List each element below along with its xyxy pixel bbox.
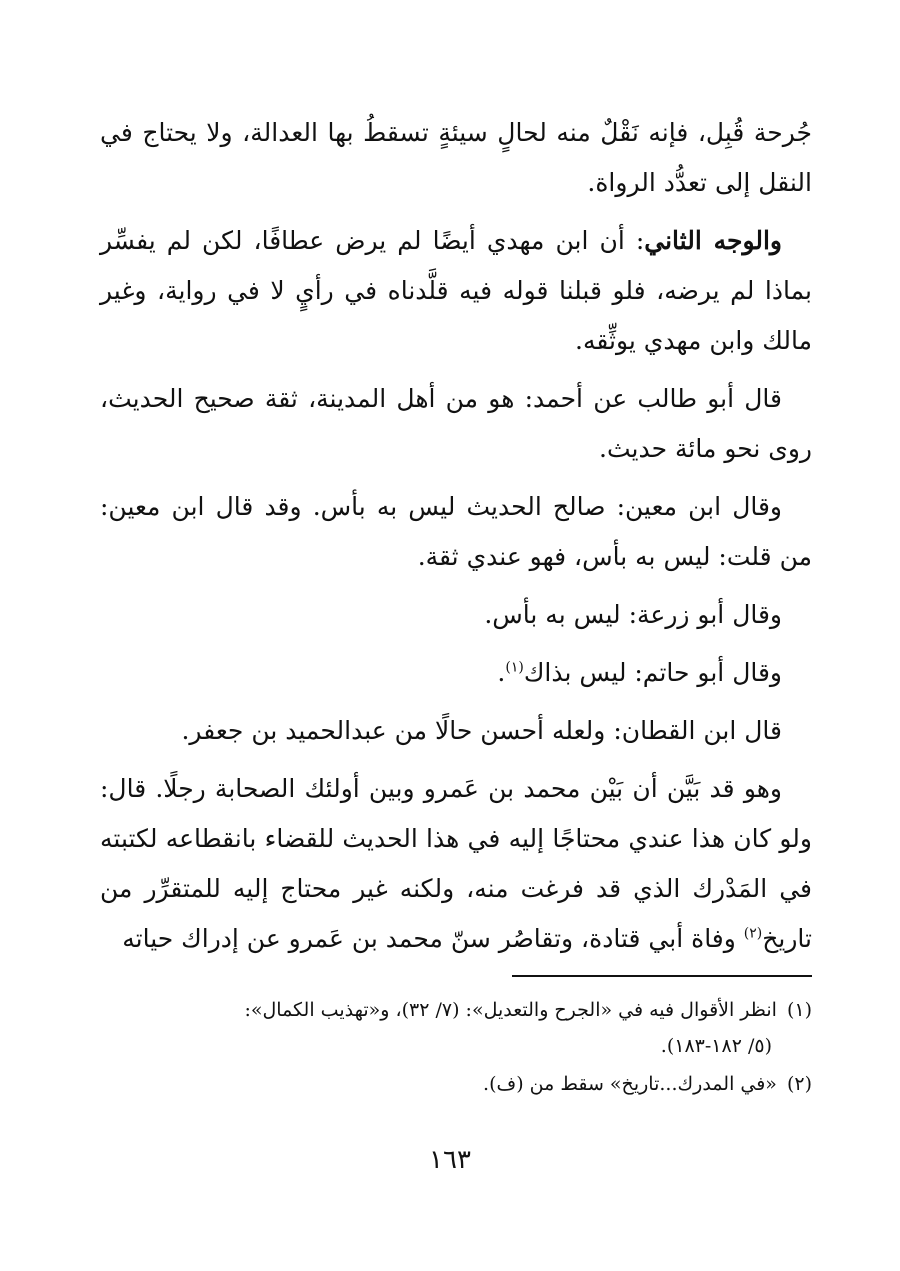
paragraph-6	[100, 648, 812, 698]
paragraph-6-text: وقال أبو حاتم: ليس بذاك	[523, 658, 782, 687]
footnote-1-text: انظر الأقوال فيه في «الجرح والتعديل»: (٧/ ٣٢)، و«تهذيب الكمال»:	[244, 999, 777, 1021]
footnote-ref-2[interactable]: (٢)	[743, 925, 763, 942]
footnote-2-number: (٢)	[786, 1073, 812, 1095]
footnote-1-number: (١)	[786, 999, 812, 1021]
paragraph-8	[100, 764, 812, 964]
main-text	[100, 108, 812, 972]
footnote-2	[100, 1066, 812, 1102]
footnotes	[100, 992, 812, 1104]
paragraph-3	[100, 374, 812, 474]
footnote-ref-1[interactable]: (١)	[505, 659, 524, 676]
paragraph-5	[100, 590, 812, 640]
footnote-1	[100, 992, 812, 1064]
paragraph-1	[100, 108, 812, 208]
footnote-1-continuation: (٥/ ١٨٢-١٨٣).	[660, 1035, 772, 1057]
paragraph-4	[100, 482, 812, 582]
paragraph-8-text-start: وهو قد بَيَّن أن بَيْن محمد بن عَمرو وبين أولئك الصحابة رجلًا. قال: ولو كان هذا عندي محتاجًا إليه في هذا الحديث للقضاء بانقطاعه لكتبته في المَدْرك الذي قد فرغت منه، ولكنه غير محتاج إليه للمتقرِّر من تاريخ	[100, 774, 812, 953]
footnote-2-text: «في المدرك...تاريخ» سقط من (ف).	[483, 1073, 777, 1095]
paragraph-2	[100, 216, 812, 366]
paragraph-7	[100, 706, 812, 756]
page-number: ١٦٣	[429, 1145, 471, 1175]
paragraph-6-end: .	[497, 658, 506, 687]
footnote-divider	[512, 975, 812, 977]
paragraph-7-text: قال ابن القطان: ولعله أحسن حالًا من عبدالحميد بن جعفر.	[181, 716, 782, 745]
paragraph-2-lead: والوجه الثاني	[644, 226, 782, 255]
paragraph-4-text: وقال ابن معين: صالح الحديث ليس به بأس. وقد قال ابن معين: من قلت: ليس به بأس، فهو عندي ثقة.	[100, 492, 812, 571]
paragraph-2-text: : أن ابن مهدي أيضًا لم يرض عطافًا، لكن لم يفسِّر بماذا لم يرضه، فلو قبلنا قوله فيه قلَّدناه في رأيٍ لا في رواية، وغير مالك وابن مهدي يوثِّقه.	[100, 226, 812, 355]
paragraph-8-text-end: وفاة أبي قتادة، وتقاصُر سنّ محمد بن عَمرو عن إدراك حياته	[122, 924, 744, 953]
paragraph-5-text: وقال أبو زرعة: ليس به بأس.	[484, 600, 782, 629]
paragraph-3-text: قال أبو طالب عن أحمد: هو من أهل المدينة، ثقة صحيح الحديث، روى نحو مائة حديث.	[100, 384, 812, 463]
paragraph-1-text: جُرحة قُبِل، فإنه نَقْلٌ منه لحالٍ سيئةٍ تسقطُ بها العدالة، ولا يحتاج في النقل إلى تعدُّد الرواة.	[100, 118, 812, 197]
